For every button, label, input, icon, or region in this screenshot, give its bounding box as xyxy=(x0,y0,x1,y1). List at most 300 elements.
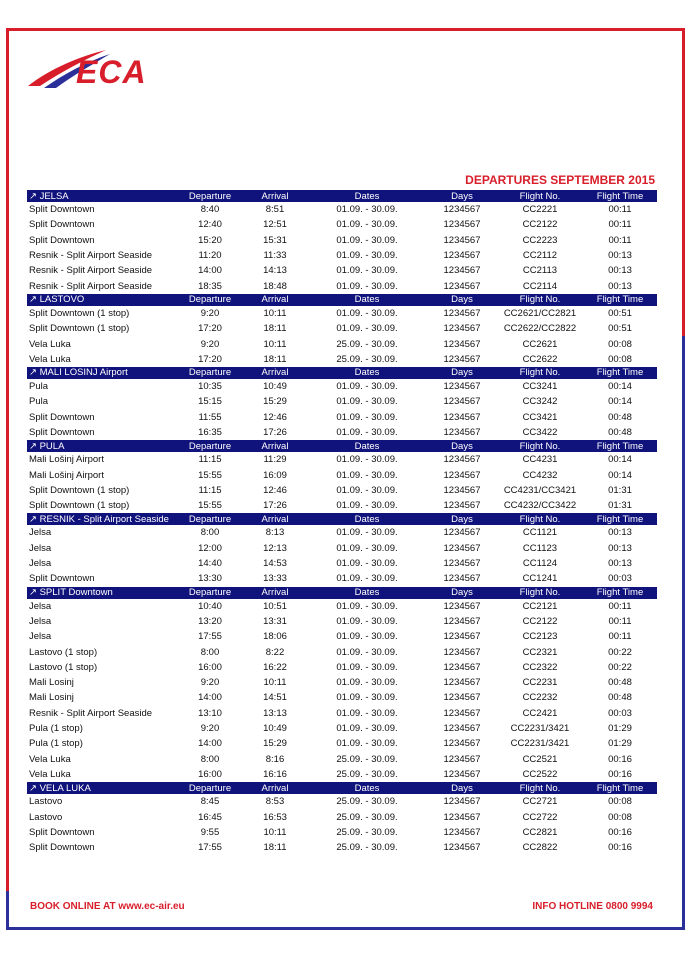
destination-cell: Split Downtown xyxy=(29,411,95,423)
table-cell: 25.09. - 30.09. xyxy=(336,768,398,780)
destination-cell: Split Downtown (1 stop) xyxy=(29,500,130,512)
column-header: Flight No. xyxy=(497,190,583,202)
table-cell: 00:11 xyxy=(608,219,632,231)
table-cell: 10:51 xyxy=(263,600,287,612)
column-header: Dates xyxy=(307,513,427,525)
table-cell: 01.09. - 30.09. xyxy=(336,500,398,512)
column-header: Flight Time xyxy=(583,513,657,525)
table-cell: CC2221 xyxy=(522,204,558,216)
table-cell: 01.09. - 30.09. xyxy=(336,396,398,408)
table-row xyxy=(27,467,657,482)
table-cell: 00:08 xyxy=(608,811,632,823)
table-cell: 1234567 xyxy=(443,219,481,231)
destination-cell: Lastovo (1 stop) xyxy=(29,646,98,658)
table-cell: 11:33 xyxy=(263,250,287,262)
table-cell: 00:13 xyxy=(608,558,632,570)
column-header: Dates xyxy=(307,294,427,306)
table-cell: 16:09 xyxy=(263,469,287,481)
table-cell: 17:20 xyxy=(198,353,222,365)
table-cell: 14:00 xyxy=(198,265,222,277)
table-cell: 13:13 xyxy=(263,707,287,719)
column-header: Days xyxy=(427,782,497,794)
table-cell: 10:11 xyxy=(263,307,287,319)
table-cell: 25.09. - 30.09. xyxy=(336,753,398,765)
table-cell: 13:31 xyxy=(263,615,287,627)
table-cell: 16:22 xyxy=(263,661,287,673)
table-cell: 17:20 xyxy=(198,323,222,335)
table-cell: 17:26 xyxy=(263,500,287,512)
info-hotline-text: INFO HOTLINE 0800 9994 xyxy=(532,901,653,912)
table-cell: CC2521 xyxy=(522,753,558,765)
column-header: Departure xyxy=(177,440,243,452)
table-cell: 16:16 xyxy=(263,768,287,780)
table-cell: 17:55 xyxy=(198,631,222,643)
table-cell: 1234567 xyxy=(443,631,481,643)
table-cell: 1234567 xyxy=(443,692,481,704)
origin-label: ↗ SPLIT Downtown xyxy=(27,587,177,599)
column-header: Flight Time xyxy=(583,367,657,379)
table-cell: 00:14 xyxy=(608,469,632,481)
table-cell: CC2321 xyxy=(522,646,558,658)
column-header: Flight Time xyxy=(583,190,657,202)
column-header: Dates xyxy=(307,782,427,794)
table-cell: 01.09. - 30.09. xyxy=(336,234,398,246)
column-header: Departure xyxy=(177,782,243,794)
column-header: Flight Time xyxy=(583,587,657,599)
column-header: Departure xyxy=(177,513,243,525)
section-header xyxy=(27,440,657,452)
table-cell: 16:00 xyxy=(198,768,222,780)
table-cell: 00:13 xyxy=(608,542,632,554)
table-row xyxy=(27,336,657,351)
table-cell: CC2322 xyxy=(522,661,558,673)
table-row xyxy=(27,644,657,659)
column-header: Arrival xyxy=(243,587,307,599)
destination-cell: Split Downtown (1 stop) xyxy=(29,323,130,335)
table-cell: 9:20 xyxy=(200,723,220,735)
table-row xyxy=(27,614,657,629)
section-header xyxy=(27,367,657,379)
table-cell: 13:10 xyxy=(198,707,222,719)
table-cell: 00:11 xyxy=(608,631,632,643)
table-cell: 15:31 xyxy=(263,234,287,246)
table-cell: 12:13 xyxy=(263,542,287,554)
column-header: Flight Time xyxy=(583,782,657,794)
section-header xyxy=(27,190,657,202)
table-row xyxy=(27,840,657,855)
table-cell: 01:29 xyxy=(608,723,632,735)
table-cell: 12:46 xyxy=(263,484,287,496)
table-row xyxy=(27,425,657,440)
table-cell: CC2822 xyxy=(522,842,558,854)
table-cell: 14:13 xyxy=(263,265,287,277)
table-cell: 13:20 xyxy=(198,615,222,627)
destination-cell: Jelsa xyxy=(29,600,52,612)
table-cell: 01.09. - 30.09. xyxy=(336,615,398,627)
table-cell: CC2231 xyxy=(522,677,558,689)
column-header: Departure xyxy=(177,367,243,379)
table-cell: CC2112 xyxy=(522,250,558,262)
destination-cell: Split Downtown xyxy=(29,219,95,231)
table-cell: 1234567 xyxy=(443,677,481,689)
table-cell: 01.09. - 30.09. xyxy=(336,738,398,750)
table-cell: CC4231 xyxy=(522,454,558,466)
table-row xyxy=(27,321,657,336)
table-row xyxy=(27,379,657,394)
table-cell: 9:55 xyxy=(200,826,220,838)
table-row xyxy=(27,394,657,409)
table-cell: 15:29 xyxy=(263,738,287,750)
table-cell: 01.09. - 30.09. xyxy=(336,677,398,689)
table-cell: CC2113 xyxy=(522,265,558,277)
table-cell: CC2231/3421 xyxy=(510,723,570,735)
table-cell: 00:11 xyxy=(608,600,632,612)
destination-cell: Vela Luka xyxy=(29,338,71,350)
table-cell: 8:22 xyxy=(265,646,285,658)
origin-label: ↗ JELSA xyxy=(27,190,177,202)
table-cell: CC2621 xyxy=(522,338,558,350)
table-cell: 10:11 xyxy=(263,826,287,838)
table-cell: CC2522 xyxy=(522,768,558,780)
table-cell: CC2223 xyxy=(522,234,558,246)
table-cell: 18:35 xyxy=(198,280,222,292)
column-header: Arrival xyxy=(243,513,307,525)
table-row xyxy=(27,248,657,263)
table-cell: 01.09. - 30.09. xyxy=(336,265,398,277)
table-cell: 00:48 xyxy=(608,677,632,689)
destination-cell: Split Downtown xyxy=(29,204,95,216)
table-cell: 1234567 xyxy=(443,811,481,823)
destination-cell: Pula xyxy=(29,396,49,408)
destination-cell: Split Downtown xyxy=(29,826,95,838)
table-cell: CC3242 xyxy=(522,396,558,408)
column-header: Days xyxy=(427,294,497,306)
destination-cell: Split Downtown (1 stop) xyxy=(29,484,130,496)
table-row xyxy=(27,752,657,767)
table-cell: 14:00 xyxy=(198,738,222,750)
destination-cell: Resnik - Split Airport Seaside xyxy=(29,707,153,719)
table-cell: 1234567 xyxy=(443,573,481,585)
table-cell: 01:29 xyxy=(608,738,632,750)
table-cell: 00:13 xyxy=(608,250,632,262)
table-cell: 00:48 xyxy=(608,692,632,704)
table-cell: 1234567 xyxy=(443,738,481,750)
table-cell: 01.09. - 30.09. xyxy=(336,707,398,719)
table-cell: 00:08 xyxy=(608,353,632,365)
table-cell: CC2621/CC2821 xyxy=(503,307,577,319)
table-cell: 01:31 xyxy=(608,484,632,496)
table-cell: 01.09. - 30.09. xyxy=(336,723,398,735)
table-cell: 00:14 xyxy=(608,396,632,408)
table-row xyxy=(27,233,657,248)
table-cell: 18:48 xyxy=(263,280,287,292)
section-header xyxy=(27,294,657,306)
table-cell: 1234567 xyxy=(443,280,481,292)
column-header: Flight No. xyxy=(497,440,583,452)
table-cell: 01.09. - 30.09. xyxy=(336,411,398,423)
table-row xyxy=(27,629,657,644)
column-header: Days xyxy=(427,513,497,525)
table-cell: 9:20 xyxy=(200,338,220,350)
column-header: Flight No. xyxy=(497,513,583,525)
table-cell: 1234567 xyxy=(443,768,481,780)
table-cell: 1234567 xyxy=(443,527,481,539)
table-cell: CC2231/3421 xyxy=(510,738,570,750)
table-cell: 1234567 xyxy=(443,469,481,481)
destination-cell: Mali Losinj xyxy=(29,692,74,704)
origin-label: ↗ RESNIK - Split Airport Seaside xyxy=(27,513,177,525)
table-cell: 01.09. - 30.09. xyxy=(336,323,398,335)
section-header xyxy=(27,513,657,525)
table-cell: 15:20 xyxy=(198,234,222,246)
table-cell: 1234567 xyxy=(443,826,481,838)
table-cell: 00:08 xyxy=(608,338,632,350)
table-cell: 25.09. - 30.09. xyxy=(336,796,398,808)
table-row xyxy=(27,809,657,824)
column-header: Departure xyxy=(177,294,243,306)
column-header: Days xyxy=(427,190,497,202)
destination-cell: Split Downtown xyxy=(29,573,95,585)
table-cell: 12:46 xyxy=(263,411,287,423)
table-cell: 01.09. - 30.09. xyxy=(336,454,398,466)
table-cell: 00:16 xyxy=(608,753,632,765)
table-cell: 1234567 xyxy=(443,753,481,765)
table-cell: 00:16 xyxy=(608,842,632,854)
table-cell: 1234567 xyxy=(443,500,481,512)
table-cell: 00:11 xyxy=(608,615,632,627)
column-header: Departure xyxy=(177,190,243,202)
table-cell: CC3422 xyxy=(522,427,558,438)
table-cell: 12:51 xyxy=(263,219,287,231)
table-row xyxy=(27,599,657,614)
table-cell: 1234567 xyxy=(443,250,481,262)
table-cell: 01:31 xyxy=(608,500,632,512)
table-cell: 13:33 xyxy=(263,573,287,585)
table-cell: 00:22 xyxy=(608,661,632,673)
table-cell: 01.09. - 30.09. xyxy=(336,631,398,643)
destination-cell: Lastovo xyxy=(29,796,63,808)
table-cell: 00:48 xyxy=(608,427,632,438)
table-cell: CC1124 xyxy=(522,558,558,570)
table-cell: 00:03 xyxy=(608,707,632,719)
table-cell: CC2421 xyxy=(522,707,558,719)
table-cell: CC2622 xyxy=(522,353,558,365)
table-cell: 01.09. - 30.09. xyxy=(336,484,398,496)
destination-cell: Jelsa xyxy=(29,527,52,539)
destination-cell: Resnik - Split Airport Seaside xyxy=(29,265,153,277)
table-cell: 1234567 xyxy=(443,204,481,216)
table-cell: 16:00 xyxy=(198,661,222,673)
destination-cell: Jelsa xyxy=(29,558,52,570)
table-cell: 1234567 xyxy=(443,323,481,335)
table-cell: 18:11 xyxy=(263,353,287,365)
table-cell: 18:06 xyxy=(263,631,287,643)
column-header: Flight Time xyxy=(583,294,657,306)
table-row xyxy=(27,706,657,721)
frame-accent-right xyxy=(682,336,685,930)
table-cell: CC2722 xyxy=(522,811,558,823)
table-cell: 8:53 xyxy=(265,796,285,808)
table-cell: 1234567 xyxy=(443,338,481,350)
table-cell: 1234567 xyxy=(443,723,481,735)
table-cell: 25.09. - 30.09. xyxy=(336,826,398,838)
origin-label: ↗ MALI LOSINJ Airport xyxy=(27,367,177,379)
table-cell: 11:29 xyxy=(263,454,287,466)
table-row xyxy=(27,525,657,540)
frame-accent-left xyxy=(6,891,9,930)
table-cell: 01.09. - 30.09. xyxy=(336,204,398,216)
column-header: Dates xyxy=(307,440,427,452)
column-header: Arrival xyxy=(243,294,307,306)
column-header: Departure xyxy=(177,587,243,599)
table-cell: 01.09. - 30.09. xyxy=(336,250,398,262)
table-cell: CC1241 xyxy=(522,573,558,585)
table-cell: CC4232 xyxy=(522,469,558,481)
table-cell: 18:11 xyxy=(263,323,287,335)
destination-cell: Split Downtown (1 stop) xyxy=(29,307,130,319)
table-cell: 00:51 xyxy=(608,323,632,335)
table-cell: 1234567 xyxy=(443,600,481,612)
table-cell: 18:11 xyxy=(263,842,287,854)
table-cell: CC2122 xyxy=(522,615,558,627)
section-header xyxy=(27,782,657,794)
table-cell: 1234567 xyxy=(443,265,481,277)
destination-cell: Mali Lošinj Airport xyxy=(29,469,104,481)
table-cell: 1234567 xyxy=(443,796,481,808)
column-header: Dates xyxy=(307,587,427,599)
column-header: Dates xyxy=(307,367,427,379)
destination-cell: Mali Lošinj Airport xyxy=(29,454,104,466)
table-cell: 15:15 xyxy=(198,396,222,408)
table-row xyxy=(27,721,657,736)
table-cell: 9:20 xyxy=(200,677,220,689)
column-header: Arrival xyxy=(243,440,307,452)
column-header: Arrival xyxy=(243,782,307,794)
table-cell: CC2232 xyxy=(522,692,558,704)
table-cell: 8:13 xyxy=(265,527,285,539)
destination-cell: Lastovo (1 stop) xyxy=(29,661,98,673)
table-row xyxy=(27,498,657,513)
table-cell: 1234567 xyxy=(443,842,481,854)
table-row xyxy=(27,278,657,293)
destination-cell: Split Downtown xyxy=(29,842,95,854)
table-cell: 00:48 xyxy=(608,411,632,423)
table-cell: 17:55 xyxy=(198,842,222,854)
table-cell: 10:49 xyxy=(263,723,287,735)
table-cell: CC1121 xyxy=(522,527,558,539)
table-row xyxy=(27,263,657,278)
table-cell: 25.09. - 30.09. xyxy=(336,811,398,823)
table-cell: 01.09. - 30.09. xyxy=(336,381,398,393)
table-cell: 10:11 xyxy=(263,338,287,350)
table-cell: 00:11 xyxy=(608,204,632,216)
table-row xyxy=(27,675,657,690)
table-cell: 15:55 xyxy=(198,500,222,512)
table-cell: 11:15 xyxy=(198,484,222,496)
table-cell: 1234567 xyxy=(443,381,481,393)
table-cell: 15:55 xyxy=(198,469,222,481)
column-header: Days xyxy=(427,440,497,452)
table-cell: 16:53 xyxy=(263,811,287,823)
column-header: Flight Time xyxy=(583,440,657,452)
destination-cell: Split Downtown xyxy=(29,427,95,438)
destination-cell: Vela Luka xyxy=(29,353,71,365)
destination-cell: Split Downtown xyxy=(29,234,95,246)
table-cell: 8:45 xyxy=(200,796,220,808)
table-cell: CC2821 xyxy=(522,826,558,838)
table-cell: CC4232/CC3422 xyxy=(503,500,577,512)
table-row xyxy=(27,556,657,571)
table-cell: 12:40 xyxy=(198,219,222,231)
table-cell: 10:35 xyxy=(198,381,222,393)
table-cell: 01.09. - 30.09. xyxy=(336,646,398,658)
table-row xyxy=(27,571,657,586)
table-cell: 1234567 xyxy=(443,396,481,408)
table-cell: 16:45 xyxy=(198,811,222,823)
table-cell: 00:22 xyxy=(608,646,632,658)
table-cell: 15:29 xyxy=(263,396,287,408)
table-cell: CC2123 xyxy=(522,631,558,643)
table-cell: 8:40 xyxy=(200,204,220,216)
destination-cell: Vela Luka xyxy=(29,768,71,780)
table-cell: 1234567 xyxy=(443,234,481,246)
table-cell: 01.09. - 30.09. xyxy=(336,600,398,612)
table-cell: 00:16 xyxy=(608,768,632,780)
table-cell: 1234567 xyxy=(443,615,481,627)
table-cell: CC2114 xyxy=(522,280,558,292)
departures-table xyxy=(27,190,657,855)
table-cell: 11:55 xyxy=(198,411,222,423)
column-header: Days xyxy=(427,587,497,599)
column-header: Flight No. xyxy=(497,294,583,306)
column-header: Days xyxy=(427,367,497,379)
table-cell: 1234567 xyxy=(443,646,481,658)
table-row xyxy=(27,452,657,467)
table-cell: 25.09. - 30.09. xyxy=(336,353,398,365)
origin-label: ↗ PULA xyxy=(27,440,177,452)
destination-cell: Mali Losinj xyxy=(29,677,74,689)
table-cell: CC3241 xyxy=(522,381,558,393)
column-header: Flight No. xyxy=(497,367,583,379)
table-cell: 14:40 xyxy=(198,558,222,570)
table-cell: 10:40 xyxy=(198,600,222,612)
table-cell: 1234567 xyxy=(443,307,481,319)
table-cell: 17:26 xyxy=(263,427,287,438)
table-cell: CC2121 xyxy=(522,600,558,612)
destination-cell: Vela Luka xyxy=(29,753,71,765)
table-cell: 00:16 xyxy=(608,826,632,838)
table-cell: 10:49 xyxy=(263,381,287,393)
table-row xyxy=(27,483,657,498)
destination-cell: Resnik - Split Airport Seaside xyxy=(29,250,153,262)
table-cell: 01.09. - 30.09. xyxy=(336,280,398,292)
column-header: Flight No. xyxy=(497,587,583,599)
table-cell: 01.09. - 30.09. xyxy=(336,307,398,319)
section-header xyxy=(27,587,657,599)
table-cell: CC2622/CC2822 xyxy=(503,323,577,335)
table-cell: 00:14 xyxy=(608,454,632,466)
table-cell: 01.09. - 30.09. xyxy=(336,427,398,438)
page-title: DEPARTURES SEPTEMBER 2015 xyxy=(465,173,655,187)
table-cell: CC2122 xyxy=(522,219,558,231)
table-cell: 1234567 xyxy=(443,427,481,438)
destination-cell: Pula xyxy=(29,381,49,393)
table-cell: 8:00 xyxy=(200,646,220,658)
table-cell: 12:00 xyxy=(198,542,222,554)
table-cell: 14:53 xyxy=(263,558,287,570)
table-cell: 01.09. - 30.09. xyxy=(336,558,398,570)
table-cell: 01.09. - 30.09. xyxy=(336,692,398,704)
